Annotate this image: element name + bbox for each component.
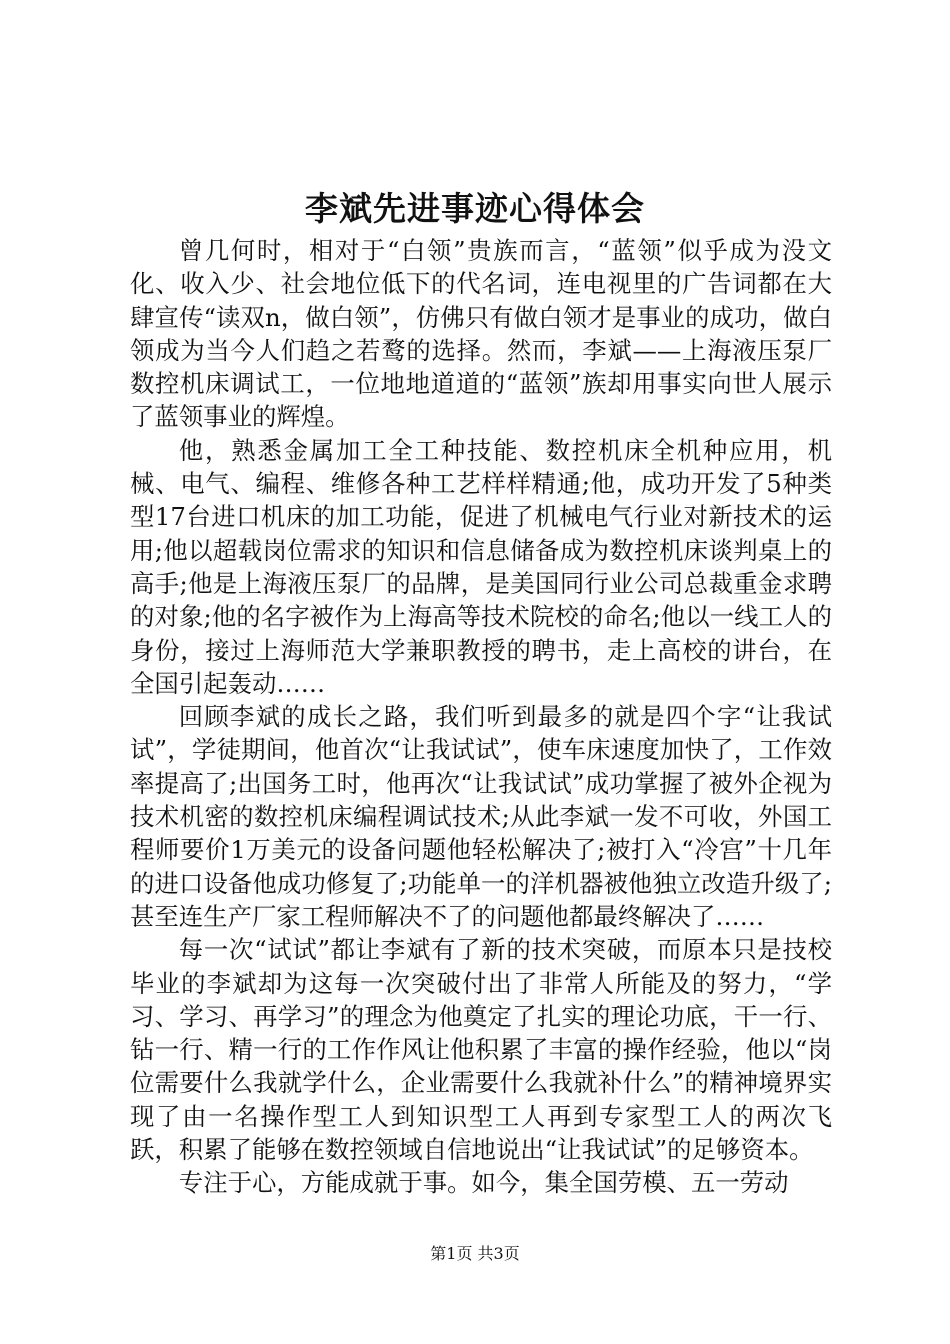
paragraph-4: 每一次“试试”都让李斌有了新的技术突破，而原本只是技校毕业的李斌却为这每一次突破付出了非常人所能及的努力，“学习、学习、再学习”的理念为他奠定了扎实的理论功底，干一行、钻一行、精一行的工作作风让他积累了丰富的操作经验，他以“岗位需要什么我就学什么，企业需要什么我就补什么”的精神境界实现了由一名操作型工人到知识型工人再到专家型工人的两次飞跃，积累了能够在数控领域自信地说出“让我试试”的足够资本。: [130, 935, 832, 1165]
paragraph-1: 曾几何时，相对于“白领”贵族而言，“蓝领”似乎成为没文化、收入少、社会地位低下的代名词，连电视里的广告词都在大肆宣传“读双n，做白领”，仿佛只有做白领才是事业的成功，做白领成为当今人们趋之若鹜的选择。然而，李斌——上海液压泵厂数控机床调试工，一位地地道道的“蓝领”族却用事实向世人展示了蓝领事业的辉煌。: [130, 236, 832, 432]
page-footer: 第1页 共3页: [430, 1244, 520, 1263]
document-title: 李斌先进事迹心得体会: [305, 189, 645, 228]
paragraph-5: 专注于心，方能成就于事。如今，集全国劳模、五一劳动: [178, 1168, 789, 1198]
paragraph-3: 回顾李斌的成长之路，我们听到最多的就是四个字“让我试试”，学徒期间，他首次“让我试试”，使车床速度加快了，工作效率提高了;出国务工时，他再次“让我试试”成功掌握了被外企视为技术机密的数控机床编程调试技术;从此李斌一发不可收，外国工程师要价1万美元的设备问题他轻松解决了;被打入“冷宫”十几年的进口设备他成功修复了;功能单一的洋机器被他独立改造升级了;甚至连生产厂家工程师解决不了的问题他都最终解决了……: [130, 702, 832, 931]
document-body: [130, 234, 832, 1200]
paragraph-2: 他，熟悉金属加工全工种技能、数控机床全机种应用，机械、电气、编程、维修各种工艺样样精通;他，成功开发了5种类型17台进口机床的加工功能，促进了机械电气行业对新技术的运用;他以超载岗位需求的知识和信息储备成为数控机床谈判桌上的高手;他是上海液压泵厂的品牌，是美国同行业公司总裁重金求聘的对象;他的名字被作为上海高等技术院校的命名;他以一线工人的身份，接过上海师范大学兼职教授的聘书，走上高校的讲台，在全国引起轰动……: [130, 435, 832, 698]
